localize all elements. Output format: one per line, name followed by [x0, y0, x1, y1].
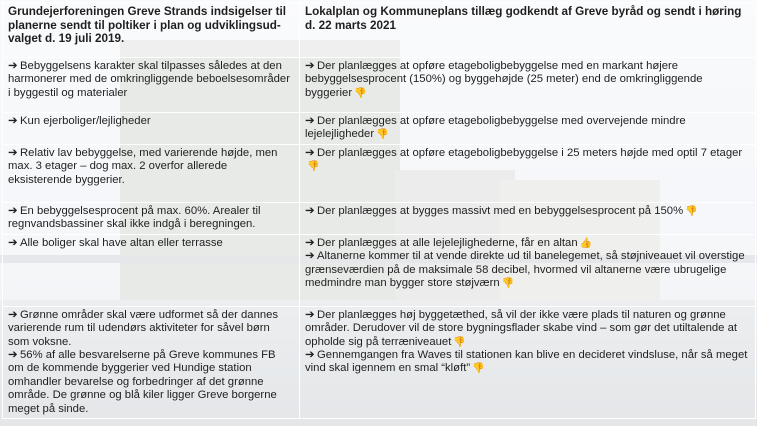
arrow-icon: ➔ [305, 205, 315, 217]
arrow-icon: ➔ [8, 115, 18, 127]
thumbs-down-icon: 👎 [453, 336, 466, 348]
table-row [3, 145, 756, 203]
cell-left [3, 203, 300, 235]
list-item: ➔ 56% af alle besvarelserne på Greve kommunes FB om de kommende byggerier ved Hundige station omhandler bevarelse og forbedringer af det grønne område. De grønne og blå kiler ligger Greve borgerne meget på sinde. [8, 349, 277, 415]
list-item: ➔ Alle boliger skal have altan eller terrasse [8, 236, 223, 249]
arrow-icon: ➔ [305, 349, 315, 362]
thumbs-down-icon: 👎 [472, 363, 485, 375]
cell-right [300, 203, 756, 235]
thumbs-down-icon: 👎 [685, 206, 698, 217]
table-row [3, 58, 756, 113]
cell-left [3, 234, 300, 306]
cell-right [300, 58, 756, 113]
arrow-icon: ➔ [305, 147, 315, 159]
list-item: ➔ Der planlægges at opføre etageboligbebyggelse med overvejende mindre lejelejligheder 👎 [305, 115, 686, 141]
header-left: Grundejerforeningen Greve Strands indsigelser til planerne sendt til poltiker i plan og udviklingsud-valget d. 19 juli 2019. [3, 3, 300, 58]
header-row [3, 3, 756, 58]
thumbs-down-icon: 👎 [501, 278, 515, 290]
arrow-icon: ➔ [8, 60, 18, 72]
list-item: ➔ Der planlægges at opføre etageboligbebyggelse med en markant højere bebyggelsesprocent (150%) og byggehøjde (25 meter) end de omkringliggende byggerier 👎 [305, 60, 703, 99]
arrow-icon: ➔ [8, 205, 18, 217]
cell-right [300, 145, 756, 203]
list-item: ➔ En bebyggelsesprocent på max. 60%. Arealer til regnvandsbassiner skal ikke indgå i beregningen. [8, 205, 261, 231]
cell-left [3, 306, 300, 418]
arrow-icon: ➔ [305, 60, 315, 72]
list-item: ➔ Der planlægges høj byggetæthed, så vil der ikke være plads til naturen og grønne områder. Derudover vil de store bygningsflader skabe vind – som gør det utiltalende at opholde sig på terræniveauet 👎 [305, 308, 738, 348]
list-item: ➔ Altanerne kommer til at vende direkte ud til banelegemet, så støjniveauet vil overstige grænseværdien på de maksimale 58 decibel, hvormed vil altanerne være ubrugelige medmindre man bygger store støjværn 👎 [305, 250, 745, 290]
arrow-icon: ➔ [8, 349, 18, 362]
table-row [3, 306, 756, 418]
table-row [3, 203, 756, 235]
arrow-icon: ➔ [8, 147, 18, 159]
list-item: ➔ Grønne områder skal være udformet så der dannes varierende rum til udendørs aktiviteter for såvel børn som voksne. [8, 308, 279, 348]
header-right: Lokalplan og Kommuneplans tillæg godkendt af Greve byråd og sendt i høring d. 22 marts 2021 [300, 3, 756, 58]
arrow-icon: ➔ [305, 250, 315, 263]
thumbs-down-icon: 👎 [354, 87, 367, 99]
list-item: ➔ Der planlægges at alle lejelejlighederne, får en altan 👍 [305, 236, 593, 249]
arrow-icon: ➔ [305, 236, 315, 249]
arrow-icon: ➔ [305, 308, 315, 321]
list-item: ➔ Relativ lav bebyggelse, med varierende højde, men max. 3 etager – dog max. 2 overfor allerede eksisterende byggerier. [8, 147, 278, 186]
arrow-icon: ➔ [8, 308, 18, 321]
cell-left [3, 58, 300, 113]
list-item: ➔ Bebyggelsens karakter skal tilpasses således at den harmonerer med de omkringliggende beboelsesområder i byggestil og materialer [8, 60, 290, 99]
arrow-icon: ➔ [305, 115, 315, 127]
cell-left [3, 145, 300, 203]
list-item: ➔ Kun ejerboliger/lejligheder [8, 115, 151, 127]
list-item: ➔ Der planlægges at bygges massivt med en bebyggelsesprocent på 150% 👎 [305, 205, 698, 217]
list-item: ➔ Der planlægges at opføre etageboligbebyggelse i 25 meters højde med optil 7 etager👎 [305, 147, 743, 173]
table-row [3, 234, 756, 306]
list-item: ➔ Gennemgangen fra Waves til stationen kan blive en decideret vindsluse, når så meget vind skal igennem en smal “kløft” 👎 [305, 349, 748, 375]
table-row [3, 113, 756, 145]
thumbs-down-icon: 👎 [376, 129, 389, 141]
arrow-icon: ➔ [8, 236, 18, 249]
comparison-table [2, 2, 756, 419]
thumbs-down-icon: 👎 [307, 161, 320, 173]
cell-right [300, 234, 756, 306]
thumbs-up-icon: 👍 [579, 237, 593, 249]
cell-right [300, 113, 756, 145]
cell-right [300, 306, 756, 418]
cell-left [3, 113, 300, 145]
